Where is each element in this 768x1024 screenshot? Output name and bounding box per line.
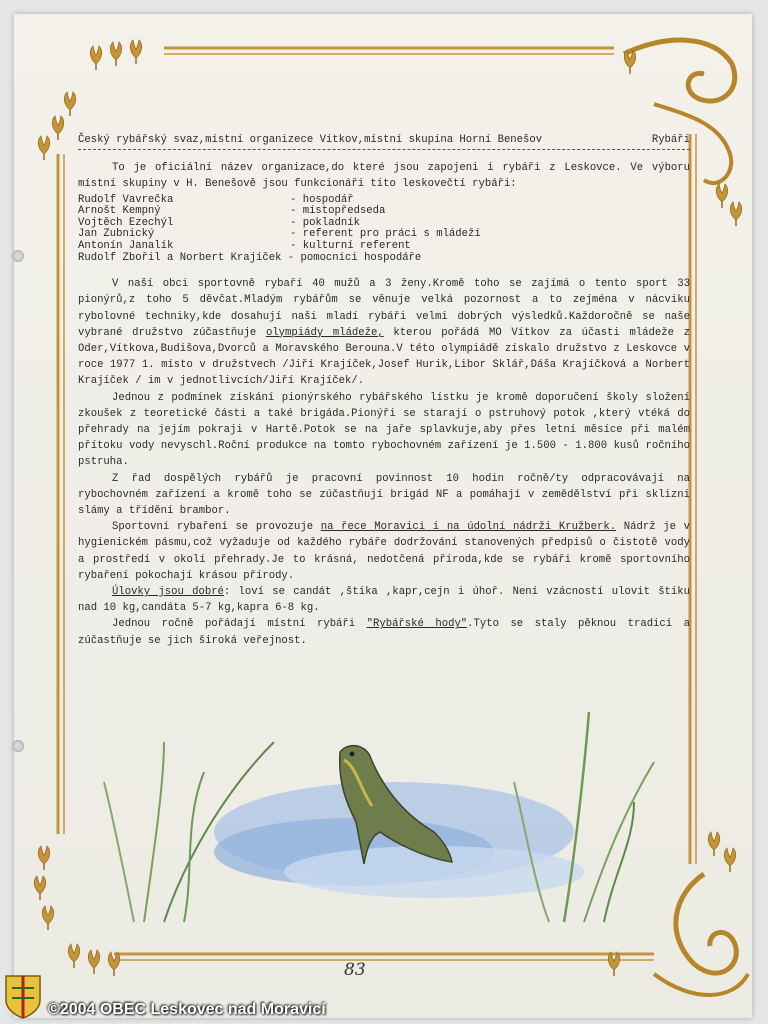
official-role: - pokladník [290,216,360,229]
organization-line: Český rybářský svaz,místní organizece Vítkov,místní skupina Horní Benešov [78,134,543,146]
license-paragraph: Jednou z podmínek získání pionýrského rybářského lístku je kromě doporučení školy složení zkoušek z teoretické části a také brigáda.Pionýři se starají o pstruhový potok ,který vtéká do přehrady na jejím pokraji v Hartě.Potok se na jaře splavkuje,aby přes letní měsíce při malém přítoku vody nevyschl.Roční produkce na tomto rybochovném zařízení je 1.500 - 1.800 kusů ročního pstruha. [78,391,690,469]
catch-text: : loví se candát ,štika ,kapr,cejn i úhoř. Není vzácností ulovit štiku nad 10 kg,candáta 5-7 kg,kapra 6-8 kg. [78,586,690,615]
catch-underlined: Úlovky jsou dobré [112,586,224,599]
feast-text-a: Jednou ročně pořádají místní rybáři [112,618,367,631]
place-paragraph [78,519,690,584]
village-crest-icon [4,974,44,1020]
official-row [78,241,690,253]
official-name: Rudolf Vavrečka [78,193,174,206]
adults-paragraph: Z řad dospělých rybářů je pracovní povinnost 10 hodin ročně/ty odpracovávají na rybochovném zařízení a kromě toho se zúčastňují brigád NF a pomáhají v zemědělství při sklizni slámy a třídění brambor. [78,472,690,518]
page-number: 83 [344,960,366,980]
place-text-b: Nádrž je v hygienickém pásmu,což vyžaduje od každého rybáře dodržování stanovených předpisů o čistotě vody a prostředí v okolí přehrady.Je to krásná, nedotčená příroda,kde se rybáři kromě sportovního rybaření pokochají krásou přírody. [78,521,690,582]
intro-paragraph: To je oficiální název organizace,do které jsou zapojeni i rybáři z Leskovce. Ve výboru místní skupiny v H. Benešově jsou funkcionáři tito leskovečtí rybáři: [78,162,690,191]
official-role: - kulturní referent [290,239,411,252]
catch-paragraph [78,584,690,616]
official-name: Arnošt Kempný [78,205,161,218]
official-role: - místopředseda [290,205,386,218]
official-role: - hospodář [290,193,354,206]
fish-illustration [94,702,694,942]
official-name: Jan Zubnický [78,228,155,241]
sport-text-b: kterou pořádá MO Vítkov za účasti mládeže z Oder,Vítkova,Budišova,Dvorců a Moravského Berouna.V této olympiádě získalo družstvo z Leskovce v roce 1977 1. místo v družstvech /Jiří Krajíček,Josef Hurik,Libor Sklář,Dáša Krajíčková a Norbert Krajíček / im v jednotlivcích/Jiří Krajíček/. [78,326,690,388]
official-name: Antonín Janalík [78,239,174,252]
official-assistants: Rudolf Zbořil a Norbert Krajíček - pomocníci hospodáře [78,251,422,264]
section-label: Rybáři [651,134,690,146]
place-text-a: Sportovní rybaření se provozuje [112,521,321,534]
sport-paragraph [78,276,690,389]
olympiad-underlined: olympiády mládeže, [265,326,384,339]
officials-list [78,195,690,265]
sport-text-a: V naší obci sportovně rybaří 40 mužů a 3 ženy.Kromě toho se zajímá o tento sport 33 pionýrů,z toho 5 děvčat.Mladým rybářům se věnuje velká pozornost a to zejména v nácviku rybolovné techniky,kde dosahují naši mladí rybáři velmi dobrých výsledků.Každoročně se naše vybrané družstvo zúčastňuje [78,278,690,339]
official-role: - referent pro práci s mládeží [290,228,481,241]
feast-underlined: "Rybářské hody" [366,618,468,631]
copyright-watermark: ©2004 OBEC Leskovec nad Moravicí [48,1001,326,1018]
document-header [78,132,690,150]
official-name: Vojtěch Ezechýl [78,216,174,229]
document-text [78,132,690,649]
feast-text-b: .Tyto se staly pěknou tradicí a zúčastňuje se jich široká veřejnost. [78,618,690,647]
feast-paragraph [78,616,690,648]
place-underlined: na řece Moravici i na údolní nádrži Kružberk. [320,521,617,534]
